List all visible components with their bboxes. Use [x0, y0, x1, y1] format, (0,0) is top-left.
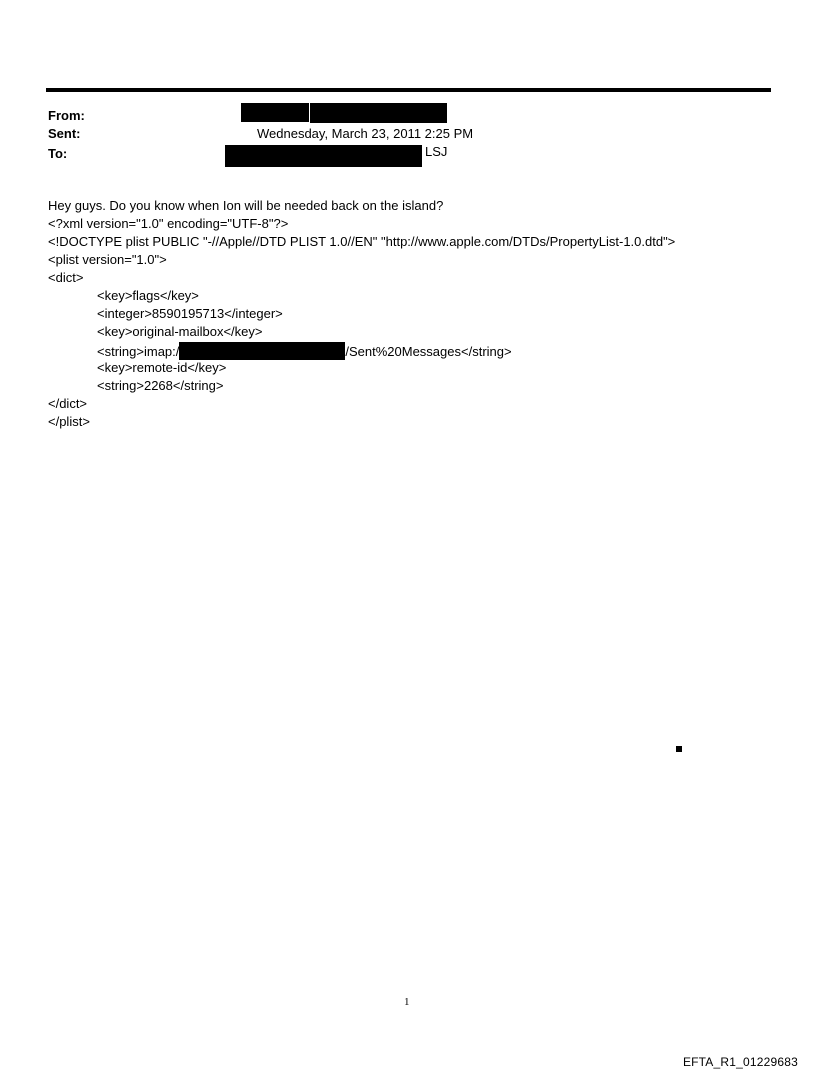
bates-number: EFTA_R1_01229683 — [682, 1055, 798, 1069]
string-imap-line — [97, 342, 512, 360]
string-imap-prefix: <string>imap:/ — [97, 344, 180, 359]
stray-mark — [676, 746, 682, 752]
from-redaction-1 — [241, 103, 309, 122]
sent-value: Wednesday, March 23, 2011 2:25 PM — [257, 126, 474, 141]
xml-declaration: <?xml version="1.0" encoding="UTF-8"?> — [48, 216, 289, 231]
message-text: Hey guys. Do you know when Ion will be needed back on the island? — [48, 198, 444, 213]
to-redaction — [225, 145, 422, 167]
from-label: From: — [48, 108, 85, 123]
sent-label: Sent: — [48, 126, 81, 141]
from-redaction-2 — [310, 103, 447, 123]
to-suffix: LSJ — [425, 144, 448, 159]
dict-open: <dict> — [48, 270, 84, 285]
key-original-mailbox: <key>original-mailbox</key> — [97, 324, 263, 339]
key-flags: <key>flags</key> — [97, 288, 199, 303]
top-rule — [46, 88, 771, 92]
key-remote-id: <key>remote-id</key> — [97, 360, 227, 375]
plist-close: </plist> — [48, 414, 90, 429]
page-number: 1 — [404, 996, 410, 1008]
string-remote-id: <string>2268</string> — [97, 378, 224, 393]
plist-open: <plist version="1.0"> — [48, 252, 167, 267]
imap-redaction — [179, 342, 345, 360]
string-imap-suffix: /Sent%20Messages</string> — [345, 344, 512, 359]
to-label: To: — [48, 146, 68, 161]
dict-close: </dict> — [48, 396, 88, 411]
integer-value: <integer>8590195713</integer> — [97, 306, 283, 321]
doctype-line: <!DOCTYPE plist PUBLIC "-//Apple//DTD PLIST 1.0//EN" "http://www.apple.com/DTDs/PropertyList-1.0.dtd"> — [48, 234, 676, 249]
